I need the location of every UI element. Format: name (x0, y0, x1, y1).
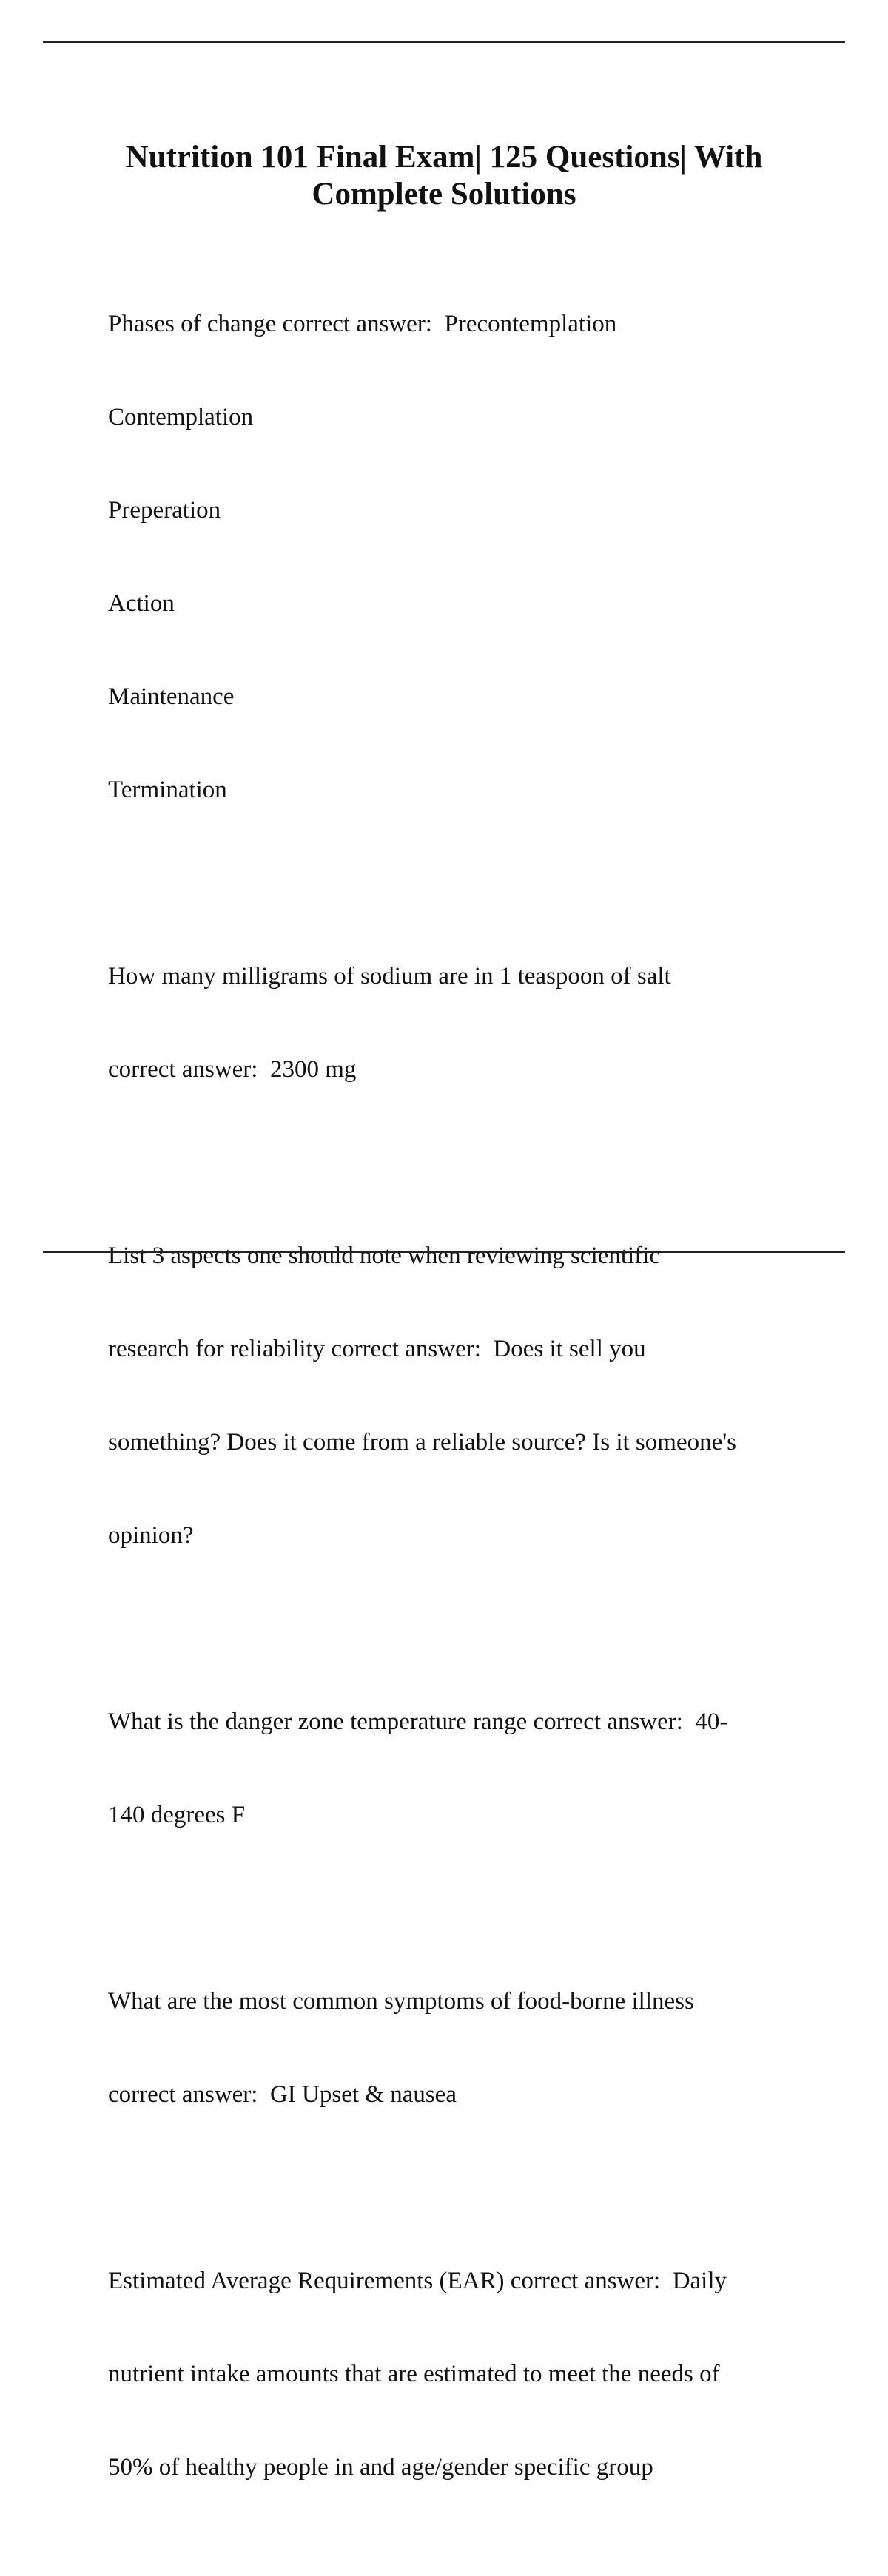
qa-entry-danger-zone (108, 1644, 804, 1893)
qa-line: research for reliability correct answer: Does it sell you (108, 1336, 646, 1362)
top-rule (43, 41, 845, 43)
qa-line: List 3 aspects one should note when reviewing scientific (108, 1243, 660, 1269)
qa-line: What is the danger zone temperature range correct answer: 40- (108, 1708, 728, 1735)
qa-line: Termination (108, 777, 227, 803)
qa-line: 140 degrees F (108, 1802, 246, 1828)
qa-line: Preperation (108, 497, 221, 524)
qa-line: What are the most common symptoms of food-borne illness (108, 1988, 694, 2015)
qa-line: correct answer: GI Upset & nausea (108, 2081, 457, 2108)
qa-entry-foodborne-illness (108, 1924, 804, 2172)
qa-entry-ear (108, 2203, 804, 2545)
qa-line: opinion? (108, 1522, 194, 1549)
qa-entry-phases-of-change (108, 246, 804, 868)
qa-line: 50% of healthy people in and age/gender specific group (108, 2454, 653, 2481)
qa-line: How many milligrams of sodium are in 1 teaspoon of salt (108, 963, 671, 990)
qa-line: Estimated Average Requirements (EAR) correct answer: Daily (108, 2268, 727, 2294)
qa-line: Phases of change correct answer: Precontemplation (108, 311, 617, 337)
qa-entry-sodium (108, 899, 804, 1147)
qa-list (108, 246, 804, 2576)
qa-line: Action (108, 590, 175, 617)
qa-line: something? Does it come from a reliable source? Is it someone's (108, 1429, 737, 1456)
qa-line: correct answer: 2300 mg (108, 1056, 357, 1083)
qa-line: Maintenance (108, 683, 235, 710)
document-title: Nutrition 101 Final Exam| 125 Questions| With Complete Solutions (125, 140, 763, 212)
qa-line: nutrient intake amounts that are estimated to meet the needs of (108, 2361, 720, 2387)
qa-line: Contemplation (108, 404, 254, 430)
bottom-rule (43, 1251, 845, 1253)
qa-entry-research-reliability (108, 1178, 804, 1613)
